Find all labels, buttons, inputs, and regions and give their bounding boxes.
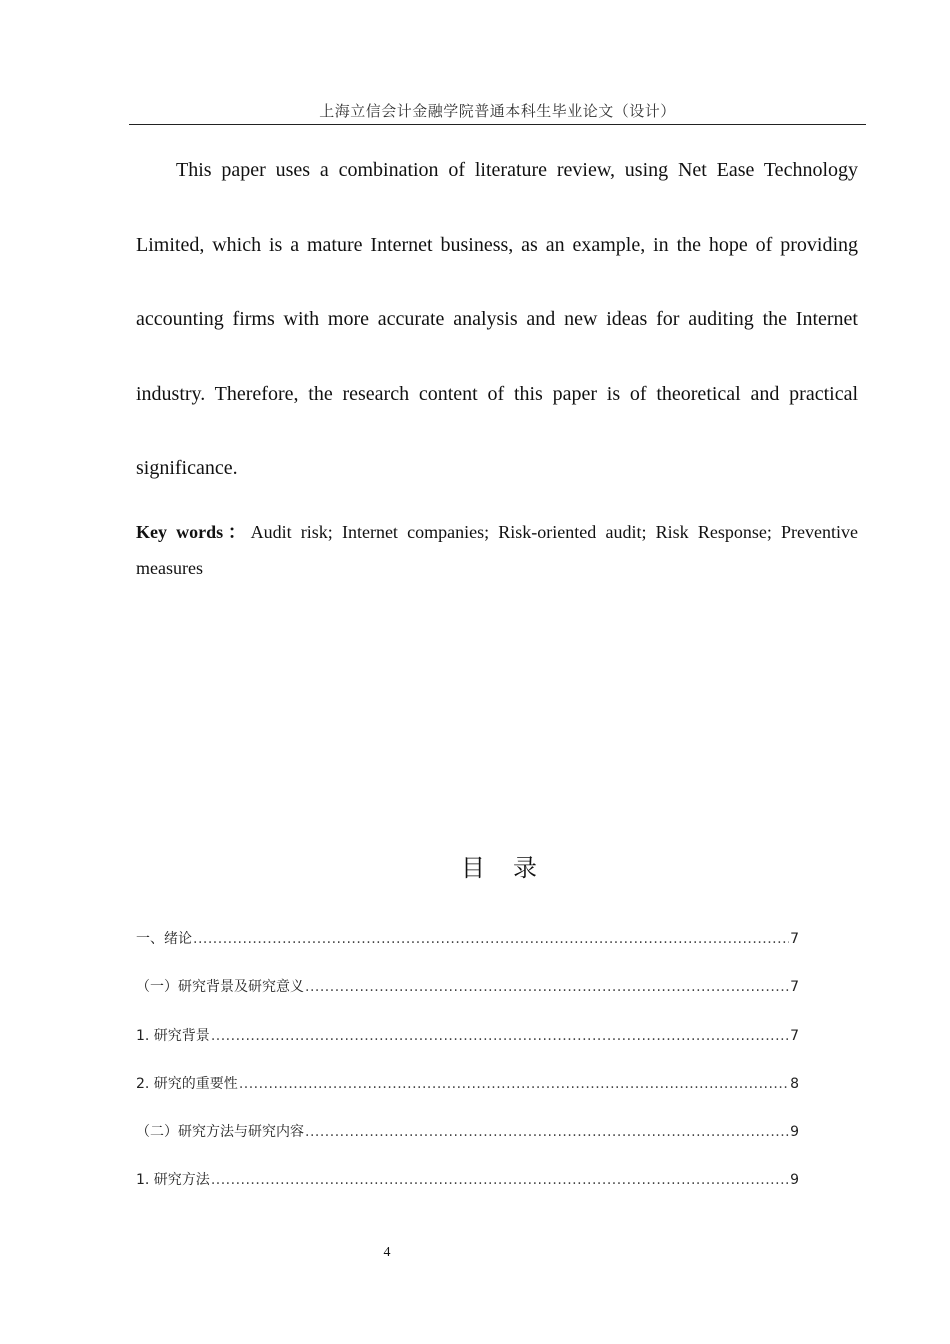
toc-page-number: 9 [790,1124,799,1141]
toc-entry-text: （一）研究背景及研究意义 [136,979,304,996]
abstract-paragraph: This paper uses a combination of literature review, using Net Ease Technology Limited, which is a mature Internet business, as an example, in the hope of providing accounting firms with more accurate analysis and new ideas for auditing the Internet industry. Therefore, the research content of this paper is of theoretical and practical significance. [136,159,858,479]
header-title: 上海立信会计金融学院普通本科生毕业论文（设计） [319,104,676,120]
page-header [129,100,866,125]
toc-title: 目 录 [461,854,539,882]
toc-page-number: 7 [790,979,799,996]
toc-dot-leader [211,1172,789,1188]
table-of-contents [136,928,799,1218]
toc-entry-text: （二）研究方法与研究内容 [136,1124,304,1141]
keywords-label: Key words： [136,522,251,542]
toc-entry[interactable] [136,1073,799,1121]
page-number: 4 [383,1245,391,1260]
toc-dot-leader [211,1028,789,1044]
toc-dot-leader [239,1076,789,1092]
toc-entry-text: 一、绪论 [136,931,192,947]
keywords-text: Audit risk; Internet companies; Risk-oriented audit; Risk Response; Preventive measures [136,522,859,578]
toc-page-number: 7 [790,1027,799,1044]
toc-page-number: 8 [790,1075,799,1092]
keywords-line [136,514,858,586]
toc-entry-text: 1. 研究方法 [136,1172,210,1189]
toc-page-number: 7 [790,931,799,947]
toc-dot-leader [305,1124,789,1140]
toc-entry-text: 2. 研究的重要性 [136,1075,238,1092]
toc-dot-leader [193,931,789,947]
toc-page-number: 9 [790,1172,799,1189]
toc-dot-leader [305,979,789,995]
toc-entry[interactable] [136,928,799,976]
toc-entry[interactable] [136,976,799,1024]
toc-entry[interactable] [136,1025,799,1073]
toc-entry[interactable] [136,1121,799,1169]
toc-entry[interactable] [136,1169,799,1217]
toc-entry-text: 1. 研究背景 [136,1027,210,1044]
